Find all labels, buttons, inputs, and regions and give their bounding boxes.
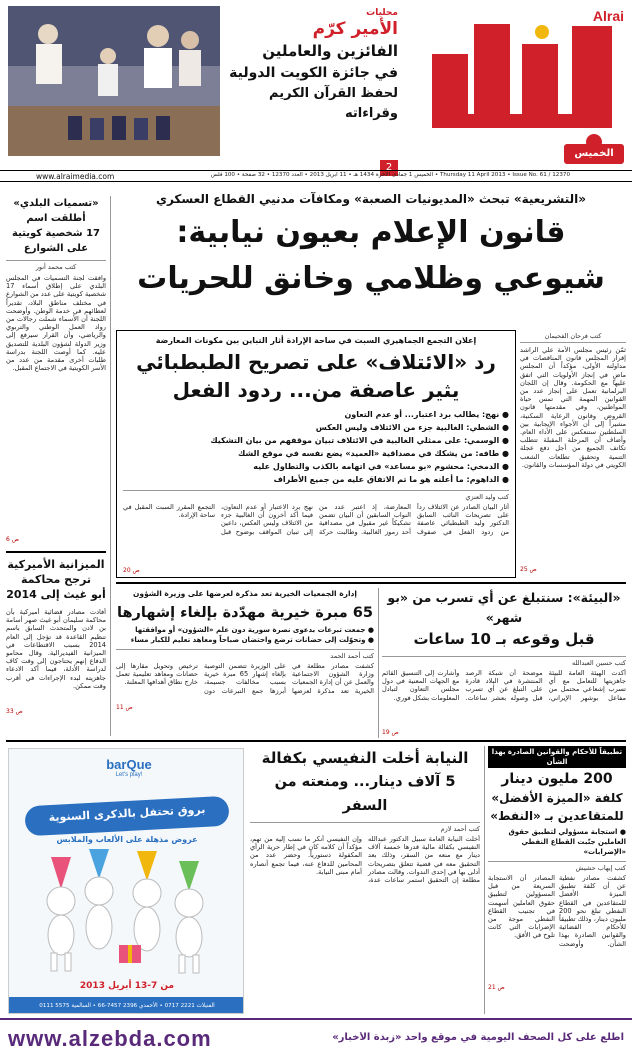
teaser-kicker: محليات [366,8,398,18]
ittilaf-body: أثار البيان الصادر عن الائتلاف رداً على تصريحات النائب السابق الدكتور وليد الطبطبائي عاصفة من ردود الفعل في صفوف المعارضة، إذ اعتبر عدد من النواب السابقين أن البيان تضمن تشكيكاً غير مقبول في مصداقية أحد رموز الغالبية. وطالبت حركة نهج برد الاعتبار أو عدم التعاون، فيما أكد آخرون أن الغالبية جزء من الائتلاف وليس العكس، داعين إلى تبيان المواقف بوضوح قبل التجمع المقرر السبت المقبل في ساحة الإرادة. [123,503,509,536]
ittilaf-headline-2: يثير عاصفة من... ردود الفعل [172,378,460,402]
bayyina-headline-1: «البيئة»: سنتبلغ عن أي تسرب من «بو شهر» [387,590,621,625]
bayyina-headline-2: قبل وقوعه بـ 10 ساعات [413,630,595,648]
left-headline-2: أطلقت اسم [26,213,86,224]
left-headline-4: على الشوارع [23,243,89,254]
pension-body: كشفت مصادر نفطية عن أن كلفة تطبيق الميزة الأفضل للمتقاعدين في القطاع النفطي تبلغ نحو 200 مليون دينار، وذلك تطبيقاً للأحكام القضائية والقوانين الصادرة بهذا الشأن. وأوضحت المصادر أن الاستجابة السريعة من قبل المسؤولين لتطبيق حقوق العاملين أسهمت في تجنيب القطاع النفطي موجة من الإضرابات التي كانت تلوح في الأفق. [488,874,626,948]
pension-headline-3: للمتقاعدين بـ «النفط» [490,809,624,823]
lead-headline-2: شيوعي وظلامي وخانق للحريات [137,261,605,296]
band-divider-top [116,582,626,584]
pension-bullet: ● استجابة مسؤولي لتطبيق حقوق العاملين جنّبت القطاع النفطي «الإضرابات» [508,828,626,856]
ad-contacts: الفنيلات 2221 0717 • الأحمدي 2396 7457-66 • السالمية 5575 0111 [9,997,244,1014]
charity-bullet-1: ● جمعت تبرعات بدعوى نصرة سورية دون علم «الشؤون» أو موافقتها [135,626,374,634]
lead-story[interactable] [116,190,626,326]
bayyina-byline: كتب حسين العبدالله [382,656,626,667]
left-column-divider [110,196,111,736]
lead-overline: «التشريعية» تبحث «المديونيات الصعبة» ومكافآت مدنيي القطاع العسكري [155,192,587,206]
band-divider-bottom [6,740,626,742]
budget-see-page[interactable]: ص 33 [6,708,23,715]
pension-byline: كتب إيهاب حشيش [488,861,626,872]
pension-overline: تطبيقاً للأحكام والقوانين الصادرة بهذا الشأن [488,746,626,768]
bottom-vertical-divider [484,746,485,1014]
website-link[interactable]: www.alraimedia.com [36,172,115,181]
left-headline-1: «تسميات البلدي» [13,198,99,209]
ittilaf-byline: كتب وليد العنزي [123,490,509,501]
left-byline: كتب محمد أنور [6,260,106,271]
pension-headline-2: كلفة «الميزة الأفضل» [491,791,623,805]
left-column [6,196,106,716]
weekday-badge [564,144,624,164]
teaser-line3: في جائزة الكويت الدولية [229,65,398,81]
logo-block [414,4,624,162]
charity-overline: إدارة الجمعيات الخيرية تعد مذكرة لعرضها على وزيرة الشؤون [133,589,357,598]
ittilaf-headline-1: رد «الائتلاف» على تصريح الطبطبائي [136,350,496,374]
charity-bullet-2: ● وتحوّلت إلى حضانات ترضع واحتضان صباحاً ومعاهد تعليم للكبار مساء [130,636,374,644]
right-column [520,332,626,582]
bayyina-body: أكدت الهيئة العامة للبيئة جاهزيتها للتعامل مع أي تسرب إشعاعي محتمل من مفاعل بوشهر الإيراني، موضحة أن شبكة الرصد المنتشرة في البلاد قادرة على التبلغ عن أي تسرب قبل وصوله بعشر ساعات. وأشارت إلى التنسيق القائم مع الجهات المعنية في دول مجلس التعاون لتبادل المعلومات بشكل فوري. [382,669,626,702]
ittilaf-bullet-1: ● نهج: يطالب برد اعتبار... أو عدم التعاون [344,410,509,419]
masthead [0,0,632,180]
date-strip [0,170,632,182]
budget-headline-2: ترجح محاكمة [21,573,91,586]
logo-mark [422,14,622,154]
footer-banner[interactable] [0,1018,632,1056]
teaser-line2: الفائزين والعاملين [262,42,398,60]
ittilaf-see-page[interactable]: ص 20 [123,567,140,574]
nafisi-headline-1: النيابة أخلت النفيسي بكفالة [261,749,469,767]
budget-body: أفادت مصادر قضائية أميركية بأن محاكمة سليمان أبو غيث صهر أسامة بن لادن والمتحدث السابق باسم تنظيم القاعدة قد تؤجل إلى العام 2014 بسبب الاقتطاعات في الميزانية الفيديرالية. وقال محامو الدفاع إنهم يحتاجون إلى وقت كاف لدراسة الأدلة، فيما أكد الادعاء جاهزيته لبدء الإجراءات في أقرب وقت ممكن. [6,608,106,690]
ittilaf-bullet-5: ● الدمخي: محشوم «بو مساعد» في اتهامه بالكذب والتطاول عليه [253,462,509,471]
ad-barque[interactable] [8,748,244,1014]
lead-body-block [420,470,421,471]
charity-bullets [116,625,374,645]
ittilaf-bullet-3: ● الوسمي: على ممثلي الغالبية في الائتلاف تبيان موقفهم من بيان التشكيك [210,436,509,445]
ad-illustration [29,849,225,979]
bayyina-see-page[interactable]: ص 19 [382,729,399,736]
ittilaf-box[interactable] [116,330,516,578]
pension-see-page[interactable]: ص 21 [488,984,505,991]
date-strip-text: Thursday 11 April 2013 • Issue No. 61 / 12370 • الخميس 1 جمادى الآخرة 1434 هـ • 11 أبريل 2013 • العدد 12370 • 32 صفحة • 100 فلس [210,172,570,178]
left-headline[interactable] [6,196,106,256]
ad-tagline: Let's play! [115,772,143,778]
charity-see-page[interactable]: ص 11 [116,704,133,711]
ittilaf-bullet-2: ● الشطي: الغالبية جزء من الائتلاف وليس العكس [315,423,509,432]
charity-story[interactable] [116,588,374,738]
right-see-page[interactable]: ص 25 [520,566,537,573]
teaser-line1: الأمير كرّم [312,19,398,39]
ittilaf-bullet-4: ● طافه: من يشكك في مصداقية «العميد» يضع نفسه في موقع الشك [237,449,509,458]
charity-body: كشفت مصادر مطلعة في وزارة الشؤون الاجتماعية والعمل عن أن إدارة الجمعيات الخيرية تعد مذكرة لعرضها على الوزيرة تتضمن التوصية بإلغاء إشهار 65 مبرة خيرية بسبب مخالفات جسيمة، أبرزها جمع التبرعات دون ترخيص وتحويل مقارها إلى حضانات ومعاهد تعليمية تعمل خارج نطاق أهدافها المعلنة. [116,662,374,695]
weekday-label: الخميس [574,148,614,159]
footer-site[interactable]: www.alzebda.com [8,1026,212,1051]
charity-byline: كتب أحمد الحمد [116,649,374,660]
budget-headline[interactable] [6,551,106,602]
right-body: ثمّن رئيس مجلس الأمة علي الراشد إقرار المجلس قانون المناقصات في مداولته الأولى، مؤكداً أن المجلس ماضٍ في إنجاز الأولويات التي اتفق عليها مع الحكومة. وقال إن اللجان البرلمانية تعمل على إنجاز عدد من القوانين المهمة التي تمس حياة المواطنين، وفي مقدمتها قانون القروض وقانون الرعاية السكنية، مشيراً إلى أن الأجواء الإيجابية بين السلطتين ستنعكس على الأداء العام. وأضاف أن المرحلة المقبلة تتطلب تكاتف الجميع من أجل دفع عجلة التنمية وتحقيق تطلعات الشعب الكويتي في دولة المؤسسات والقانون. [520,346,626,469]
band-vertical-divider [378,588,379,738]
right-byline: كتب فرحان الفحيمان [520,332,626,343]
bayyina-story[interactable] [382,588,626,738]
ad-sub: عروض مذهلة على الألعاب والملابس [56,835,198,844]
teaser-photo [8,6,220,156]
left-headline-3: 17 شخصية كويتية [12,228,100,239]
budget-headline-3: أبو غيث إلى 2014 [6,588,106,601]
budget-headline-1: الميزانية الأميركية [7,558,105,571]
nafisi-byline: كتب أحمد لازم [250,822,480,833]
alrai-latin: Alrai [592,8,624,24]
page-number: 2 [385,162,393,173]
ittilaf-overline: إعلان التجمع الجماهيري السبت في ساحة الإرادة أثار التباين بين مكونات المعارضة [155,336,477,345]
ad-dates: من 7-13 أبريل 2013 [79,981,175,991]
left-see-page[interactable]: ص 6 [6,536,19,543]
ad-brand: barQue [106,757,152,772]
teaser[interactable] [222,8,398,173]
footer-slogan: اطلع على كل الصحف اليومية في موقع واحد «زبدة الأخبار» [332,1032,624,1043]
left-body: وافقت لجنة التسميات في المجلس البلدي على إطلاق أسماء 17 شخصية كويتية على عدد من الشوارع في مختلف مناطق البلاد، تقديراً لعطائهم في خدمة الوطن. وأوضحت اللجنة أن الأسماء شملت رجالات من رواد العمل الوطني والتربوي والرياضي، وأن القرار سيرفع إلى وزير الدولة لشؤون البلدية للتصديق عليه. كما أوصت اللجنة بدراسة طلبات أخرى مقدمة من عدد من الأسر الكويتية في الاجتماع المقبل. [6,274,106,373]
ad-headline: بروق تحتفل بالذكرى السنوية [48,802,206,825]
ad-logo [101,757,157,787]
nafisi-story[interactable] [250,746,480,1014]
nafisi-body: أخلت النيابة العامة سبيل الدكتور عبدالله النفيسي بكفالة مالية قدرها خمسة آلاف دينار مع منعه من السفر، وذلك بعد التحقيق معه في قضية تتعلق بتصريحات أدلى بها في إحدى الندوات. وقالت مصادر مطلعة إن التحقيق استمر ساعات عدة، وإن النفيسي أنكر ما نسب إليه من تهم، مؤكداً أن كلامه كان في إطار حرية الرأي المكفولة دستورياً. وحضر عدد من المحامين للدفاع عنه، فيما تجمع أنصاره أمام مبنى النيابة. [250,835,480,885]
ittilaf-bullets [123,408,509,486]
lead-headline-1: قانون الإعلام بعيون نيابية: [176,215,566,250]
pension-headline-1: 200 مليون دينار [501,771,613,787]
logo-text [552,52,554,53]
teaser-line4: لحفظ القرآن الكريم وقراءاته [269,86,398,121]
nafisi-headline-2: 5 آلاف دينار... ومنعته من السفر [274,774,456,814]
charity-headline: 65 مبرة خيرية مهدّدة بإلغاء إشهارها [117,605,373,621]
ittilaf-bullet-6: ● الداهوم: ما أعلنه هو ما تم الاتفاق عليه من جميع الأطراف [273,475,509,484]
pension-story[interactable] [488,746,626,1014]
